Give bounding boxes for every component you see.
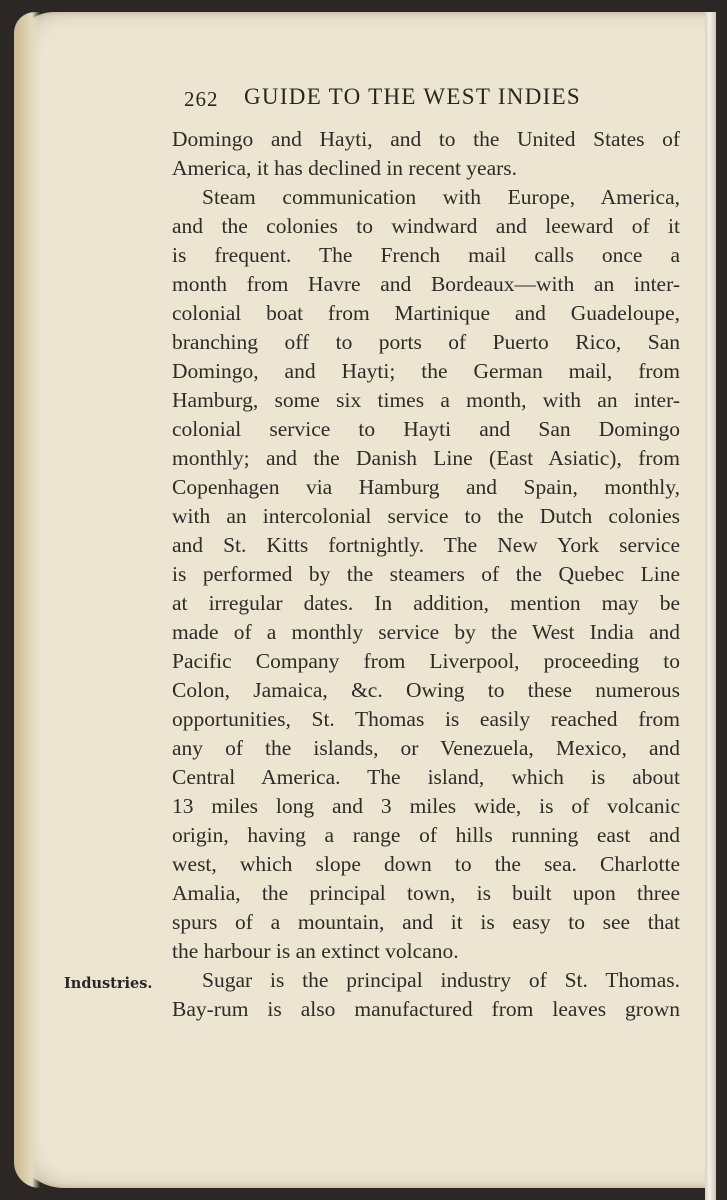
text-line: Bay-rum is also manufactured from leaves grown [172,997,680,1021]
text-line: is frequent. The French mail calls once a [172,243,680,267]
text-line: any of the islands, or Venezuela, Mexico, and [172,736,680,760]
text-line: colonial boat from Martinique and Guadeloupe, [172,301,680,325]
page-edge [705,12,716,1200]
text-line: made of a monthly service by the West India and [172,620,680,644]
text-line: America, it has declined in recent years. [172,156,518,180]
text-line: the harbour is an extinct volcano. [172,939,459,963]
text-line: Domingo and Hayti, and to the United States of [172,127,680,151]
text-line: is performed by the steamers of the Quebec Line [172,562,680,586]
text-line: 13 miles long and 3 miles wide, is of volcanic [172,794,680,818]
text-line: Colon, Jamaica, &c. Owing to these numerous [172,678,680,702]
margin-note: Industries. [64,975,153,992]
text-line: with an intercolonial service to the Dutch colonies [172,504,680,528]
text-line: Amalia, the principal town, is built upon three [172,881,680,905]
text-line: Steam communication with Europe, America, [202,185,680,209]
body-text [172,125,680,1024]
text-line: and the colonies to windward and leeward of it [172,214,680,238]
text-line: west, which slope down to the sea. Charlotte [172,852,680,876]
text-line: origin, having a range of hills running east and [172,823,680,847]
text-line: and St. Kitts fortnightly. The New York service [172,533,680,557]
text-line: Pacific Company from Liverpool, proceeding to [172,649,680,673]
text-line: Hamburg, some six times a month, with an inter- [172,388,680,412]
text-line: monthly; and the Danish Line (East Asiatic), from [172,446,680,470]
text-line: Central America. The island, which is about [172,765,680,789]
text-line: month from Havre and Bordeaux—with an inter- [172,272,680,296]
text-line: Domingo, and Hayti; the German mail, from [172,359,680,383]
page-header [184,84,654,118]
text-line: branching off to ports of Puerto Rico, San [172,330,680,354]
text-line: opportunities, St. Thomas is easily reached from [172,707,680,731]
running-title: GUIDE TO THE WEST INDIES [244,84,582,109]
text-line: at irregular dates. In addition, mention may be [172,591,680,615]
text-line: Copenhagen via Hamburg and Spain, monthly, [172,475,680,499]
text-line: Sugar is the principal industry of St. Thomas. [202,968,680,992]
text-line: spurs of a mountain, and it is easy to see that [172,910,680,934]
text-line: colonial service to Hayti and San Domingo [172,417,680,441]
page-number: 262 [184,87,219,111]
